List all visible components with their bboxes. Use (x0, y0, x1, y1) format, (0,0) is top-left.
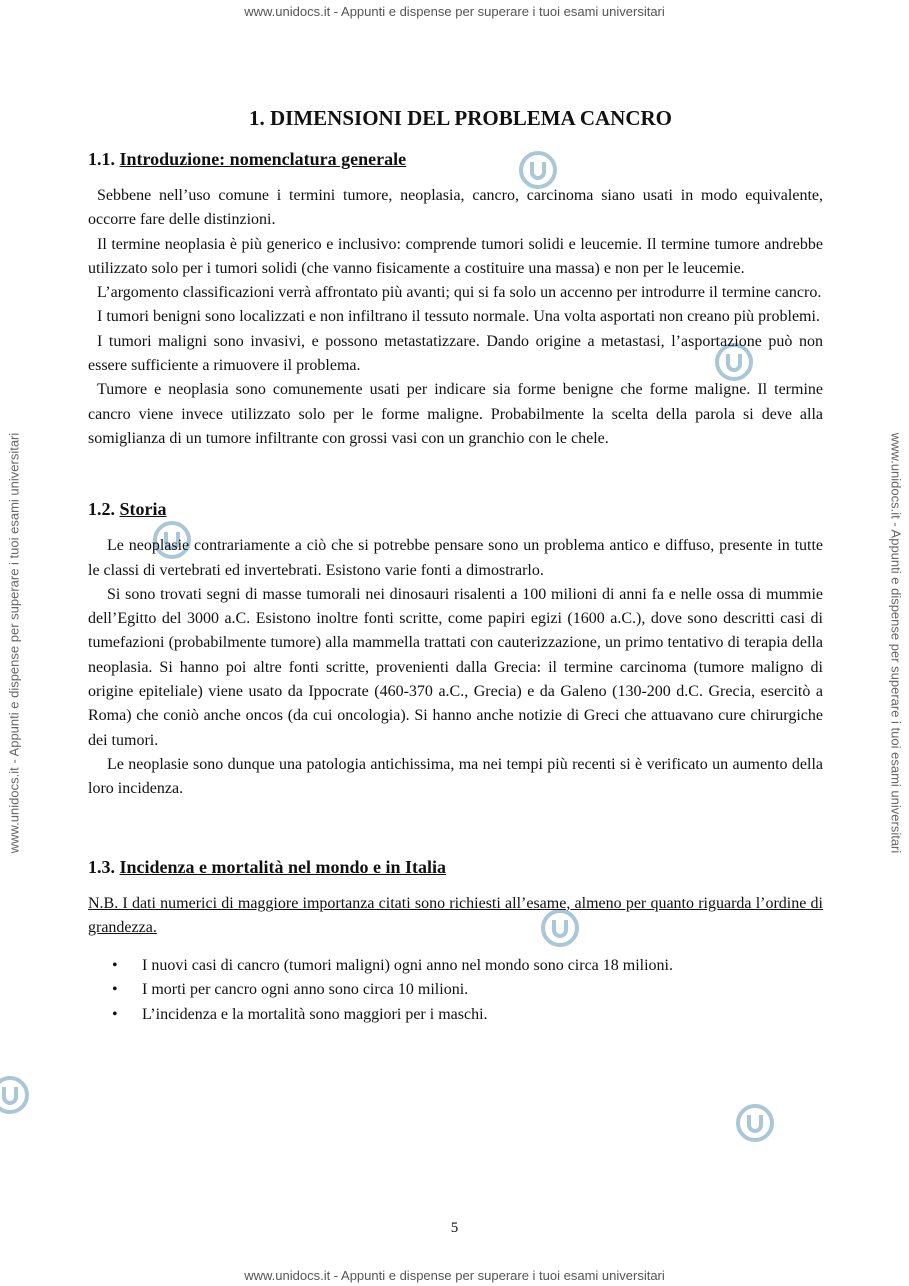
bullet-icon: • (112, 981, 118, 999)
list-item: • I morti per cancro ogni anno sono circa 10 milioni. (142, 978, 823, 1002)
section-heading-1-2 (88, 499, 823, 520)
paragraph: I tumori maligni sono invasivi, e possono metastatizzare. Dando origine a metastasi, l’asportazione può non essere sufficiente a rimuovere il problema. (88, 332, 823, 375)
unidocs-logo-icon (735, 1103, 775, 1143)
paragraph: Il termine neoplasia è più generico e inclusivo: comprende tumori solidi e leucemie. Il termine tumore andrebbe utilizzato solo per i tumori solidi (che vanno fisicamente a costituire una massa) e non per le leucemie. (88, 235, 823, 277)
page-number: 5 (450, 1220, 459, 1236)
section-heading-1-1 (88, 149, 823, 170)
unidocs-logo-icon (0, 1075, 30, 1115)
bullet-icon: • (112, 957, 118, 975)
section-title: Storia (119, 499, 167, 520)
watermark-right: www.unidocs.it - Appunti e dispense per superare i tuoi esami universitari (888, 432, 904, 854)
bullet-list (88, 954, 823, 1027)
paragraph: Le neoplasie sono dunque una patologia antichissima, ma nei tempi più recenti si è verificato un aumento della loro incidenza. (88, 755, 823, 798)
list-item: • I nuovi casi di cancro (tumori maligni) ogni anno nel mondo sono circa 18 milioni. (142, 954, 823, 978)
paragraph: I tumori benigni sono localizzati e non infiltrano il tessuto normale. Una volta asportati non creano più problemi. (97, 308, 820, 326)
paragraph: Sebbene nell’uso comune i termini tumore, neoplasia, cancro, carcinoma siano usati in modo equivalente, occorre fare delle distinzioni. (88, 187, 823, 229)
watermark-top: www.unidocs.it - Appunti e dispense per superare i tuoi esami universitari (244, 4, 665, 19)
document-title: 1. DIMENSIONI DEL PROBLEMA CANCRO (249, 106, 672, 130)
watermark-left: www.unidocs.it - Appunti e dispense per superare i tuoi esami universitari (6, 432, 22, 854)
document-body (88, 106, 823, 1027)
paragraph: Tumore e neoplasia sono comunemente usati per indicare sia forme benigne che forme maligne. Il termine cancro viene invece utilizzato solo per le forme maligne. Probabilmente la scelta della parola si deve alla somiglianza di un tumore infiltrante con grossi vasi con un granchio con le chele. (88, 381, 823, 447)
bullet-icon: • (112, 1005, 118, 1023)
paragraph: Si sono trovati segni di masse tumorali nei dinosauri risalenti a 100 milioni di anni fa e nelle ossa di mummie dell’Egitto del 3000 a.C. Esistono inoltre fonti scritte, come papiri egizi (1600 a.C.), dove sono descritti casi di tumefazioni (probabilmente tumore) alla mammella trattati con cauterizzazione, un primo tentativo di terapia della neoplasia. Si hanno poi altre fonti scritte, provenienti dalla Grecia: il termine carcinoma (tumore maligno di origine epiteliale) viene usato da Ippocrate (460-370 a.C., Grecia) e da Galeno (130-200 d.C. Grecia, esercitò a Roma) che coniò anche oncos (da cui oncologia). Si hanno anche notizie di Greci che attuavano cure chirurgiche dei tumori. (88, 585, 823, 749)
paragraph: Le neoplasie contrariamente a ciò che si potrebbe pensare sono un problema antico e diffuso, presente in tutte le classi di vertebrati ed invertebrati. Esistono varie fonti a dimostrarlo. (88, 537, 823, 579)
section-number: 1.2. (88, 499, 115, 520)
paragraph: L’argomento classificazioni verrà affrontato più avanti; qui si fa solo un accenno per introdurre il termine cancro. (97, 284, 822, 302)
exam-note: N.B. I dati numerici di maggiore importanza citati sono richiesti all’esame, almeno per quanto riguarda l’ordine di grandezza. (88, 894, 823, 936)
section-title: Incidenza e mortalità nel mondo e in Italia (119, 856, 446, 877)
section-title: Introduzione: nomenclatura generale (119, 149, 407, 169)
section-heading-1-3 (88, 857, 823, 878)
section-number: 1.1. (88, 149, 115, 169)
section-number: 1.3. (88, 856, 115, 877)
list-item: • L’incidenza e la mortalità sono maggiori per i maschi. (142, 1003, 823, 1027)
watermark-bottom: www.unidocs.it - Appunti e dispense per superare i tuoi esami universitari (244, 1268, 665, 1283)
